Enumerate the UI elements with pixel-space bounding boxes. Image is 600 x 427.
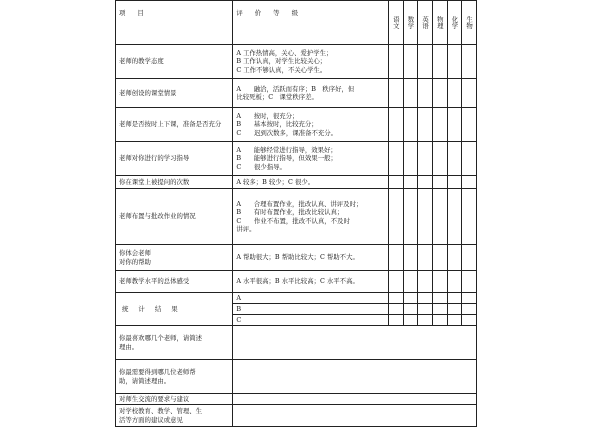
score-cell[interactable] xyxy=(447,79,462,108)
subject-label: 语文 xyxy=(391,16,400,29)
option-line: A 按时，很充分； xyxy=(236,111,299,120)
stats-cell[interactable] xyxy=(403,304,418,315)
question-row xyxy=(116,360,477,394)
score-cell[interactable] xyxy=(447,45,462,79)
score-cell[interactable] xyxy=(432,142,447,176)
stats-cell[interactable] xyxy=(418,315,433,326)
score-cell[interactable] xyxy=(462,176,477,189)
score-cell[interactable] xyxy=(462,271,477,293)
table-row xyxy=(116,245,477,271)
header-subject-math xyxy=(403,1,418,45)
score-cell[interactable] xyxy=(432,45,447,79)
option-line: C 作业不布置，批改不认真，不及时 xyxy=(236,216,350,225)
row-item: 老师布置与批改作业的情况 xyxy=(116,189,233,245)
stats-cell[interactable] xyxy=(418,293,433,304)
score-cell[interactable] xyxy=(403,79,418,108)
score-cell[interactable] xyxy=(418,176,433,189)
question-line: 你最需要得到哪几位老师帮 xyxy=(119,368,196,377)
stats-cell[interactable] xyxy=(447,315,462,326)
score-cell[interactable] xyxy=(403,271,418,293)
row-item: 老师是否按时上下课，准备是否充分 xyxy=(116,108,233,142)
score-cell[interactable] xyxy=(462,45,477,79)
evaluation-table xyxy=(115,0,477,427)
question-prompt xyxy=(116,394,233,405)
header-subject-biology xyxy=(462,1,477,45)
score-cell[interactable] xyxy=(462,79,477,108)
row-item xyxy=(116,245,233,271)
stats-cell[interactable] xyxy=(447,304,462,315)
score-cell[interactable] xyxy=(388,45,403,79)
score-cell[interactable] xyxy=(418,142,433,176)
row-evaluation xyxy=(233,108,389,142)
question-line: 助，请简述理由。 xyxy=(119,376,171,385)
question-row xyxy=(116,394,477,405)
stats-option: B xyxy=(233,304,389,315)
header-row xyxy=(116,1,477,45)
score-cell[interactable] xyxy=(388,189,403,245)
question-prompt xyxy=(116,326,233,360)
header-subject-chemistry xyxy=(447,1,462,45)
score-cell[interactable] xyxy=(432,189,447,245)
question-prompt xyxy=(116,360,233,394)
row-evaluation xyxy=(233,189,389,245)
option-line: A 合理布置作业，批改认真、讲评及时； xyxy=(236,199,363,208)
score-cell[interactable] xyxy=(418,271,433,293)
stats-cell[interactable] xyxy=(403,315,418,326)
header-subject-english xyxy=(418,1,433,45)
option-line: A 较多；B 较少；C 很少。 xyxy=(236,177,315,186)
score-cell[interactable] xyxy=(418,45,433,79)
score-cell[interactable] xyxy=(447,142,462,176)
score-cell[interactable] xyxy=(418,245,433,271)
answer-area[interactable] xyxy=(233,394,477,405)
score-cell[interactable] xyxy=(388,79,403,108)
score-cell[interactable] xyxy=(388,245,403,271)
score-cell[interactable] xyxy=(447,189,462,245)
stats-option: A xyxy=(233,293,389,304)
row-item: 老师对你进行的学习指导 xyxy=(116,142,233,176)
table-row xyxy=(116,176,477,189)
option-line: B 工作认真，对学生比较关心； xyxy=(236,57,327,66)
score-cell[interactable] xyxy=(388,108,403,142)
row-item-line: 你体会老师 xyxy=(119,249,151,258)
score-cell[interactable] xyxy=(403,142,418,176)
question-prompt xyxy=(116,405,233,427)
score-cell[interactable] xyxy=(432,176,447,189)
score-cell[interactable] xyxy=(418,189,433,245)
option-line: 讲评。 xyxy=(236,224,256,233)
question-row xyxy=(116,405,477,427)
row-evaluation xyxy=(233,176,389,189)
question-line: 你最喜欢哪几个老师，请简述 xyxy=(119,334,203,343)
score-cell[interactable] xyxy=(403,108,418,142)
subject-label: 化学 xyxy=(450,16,459,29)
score-cell[interactable] xyxy=(403,45,418,79)
row-item: 老师创设的课堂情景 xyxy=(116,79,233,108)
row-evaluation xyxy=(233,271,389,293)
question-row xyxy=(116,326,477,360)
subject-label: 生物 xyxy=(465,16,474,29)
score-cell[interactable] xyxy=(462,245,477,271)
stats-cell[interactable] xyxy=(432,304,447,315)
option-line: A 融洽，活跃而有序；B 秩序好，但 xyxy=(236,84,355,93)
stats-option: C xyxy=(233,315,389,326)
row-evaluation xyxy=(233,45,389,79)
score-cell[interactable] xyxy=(447,271,462,293)
question-line: 对师生交流的要求与建议 xyxy=(119,394,190,403)
score-cell[interactable] xyxy=(447,108,462,142)
score-cell[interactable] xyxy=(388,271,403,293)
answer-area[interactable] xyxy=(233,405,477,427)
score-cell[interactable] xyxy=(403,245,418,271)
option-line: A 水平很高；B 水平比较高；C 水平不高。 xyxy=(236,277,359,286)
score-cell[interactable] xyxy=(432,271,447,293)
table-row xyxy=(116,108,477,142)
score-cell[interactable] xyxy=(418,108,433,142)
row-evaluation xyxy=(233,245,389,271)
score-cell[interactable] xyxy=(388,142,403,176)
row-evaluation xyxy=(233,142,389,176)
score-cell[interactable] xyxy=(432,245,447,271)
row-item: 老师教学水平的总体感受 xyxy=(116,271,233,293)
table-row xyxy=(116,189,477,245)
score-cell[interactable] xyxy=(418,79,433,108)
stats-cell[interactable] xyxy=(388,315,403,326)
score-cell[interactable] xyxy=(403,176,418,189)
table-row xyxy=(116,45,477,79)
option-line: B 能够进行指导，但效果一般； xyxy=(236,154,337,163)
subject-label: 数学 xyxy=(406,16,415,29)
stats-cell[interactable] xyxy=(462,304,477,315)
stats-label: 统 计 结 果 xyxy=(116,293,233,326)
stats-cell[interactable] xyxy=(432,293,447,304)
score-cell[interactable] xyxy=(462,189,477,245)
stats-cell[interactable] xyxy=(388,304,403,315)
table-row xyxy=(116,142,477,176)
stats-cell[interactable] xyxy=(432,315,447,326)
option-line: A 帮助很大；B 帮助比较大；C 帮助不大。 xyxy=(236,253,359,262)
row-item: 老师的教学态度 xyxy=(116,45,233,79)
question-line: 活等方面的建议或意见 xyxy=(119,415,183,424)
score-cell[interactable] xyxy=(403,189,418,245)
option-line: C 很少指导。 xyxy=(236,162,286,171)
subject-label: 英语 xyxy=(421,16,430,29)
table-row xyxy=(116,79,477,108)
row-evaluation xyxy=(233,79,389,108)
score-cell[interactable] xyxy=(447,245,462,271)
stats-row-a xyxy=(116,293,477,304)
option-line: B 有时布置作业，批改比较认真； xyxy=(236,208,344,217)
option-line: 比较死板；C 课堂秩序差。 xyxy=(236,93,318,101)
score-cell[interactable] xyxy=(388,176,403,189)
option-line: A 能够经常进行指导，效果好； xyxy=(236,145,337,154)
option-line: C 工作不够认真，不关心学生。 xyxy=(236,65,327,74)
score-cell[interactable] xyxy=(432,79,447,108)
row-item: 你在课堂上被提问的次数 xyxy=(116,176,233,189)
question-line: 理由。 xyxy=(119,342,139,351)
option-line: A 工作热情高，关心、爱护学生； xyxy=(236,48,333,57)
score-cell[interactable] xyxy=(462,108,477,142)
score-cell[interactable] xyxy=(447,176,462,189)
score-cell[interactable] xyxy=(432,108,447,142)
header-evaluation: 评 价 等 级 xyxy=(233,1,389,45)
answer-area[interactable] xyxy=(233,360,477,394)
stats-cell[interactable] xyxy=(447,293,462,304)
option-line: C 迟到次数多，课准备不充分。 xyxy=(236,128,338,137)
question-line: 对学校教育、教学、管理、生 xyxy=(119,407,203,416)
stats-cell[interactable] xyxy=(462,315,477,326)
header-item: 项 目 xyxy=(116,1,233,45)
header-subject-chinese xyxy=(388,1,403,45)
stats-cell[interactable] xyxy=(388,293,403,304)
stats-cell[interactable] xyxy=(403,293,418,304)
header-subject-physics xyxy=(432,1,447,45)
option-line: B 基本按时，比较充分； xyxy=(236,120,318,129)
teacher-evaluation-form xyxy=(115,0,477,424)
subject-label: 物理 xyxy=(435,16,444,29)
answer-area[interactable] xyxy=(233,326,477,360)
table-row xyxy=(116,271,477,293)
stats-cell[interactable] xyxy=(462,293,477,304)
stats-cell[interactable] xyxy=(418,304,433,315)
score-cell[interactable] xyxy=(462,142,477,176)
row-item-line: 对你的帮助 xyxy=(119,257,151,266)
